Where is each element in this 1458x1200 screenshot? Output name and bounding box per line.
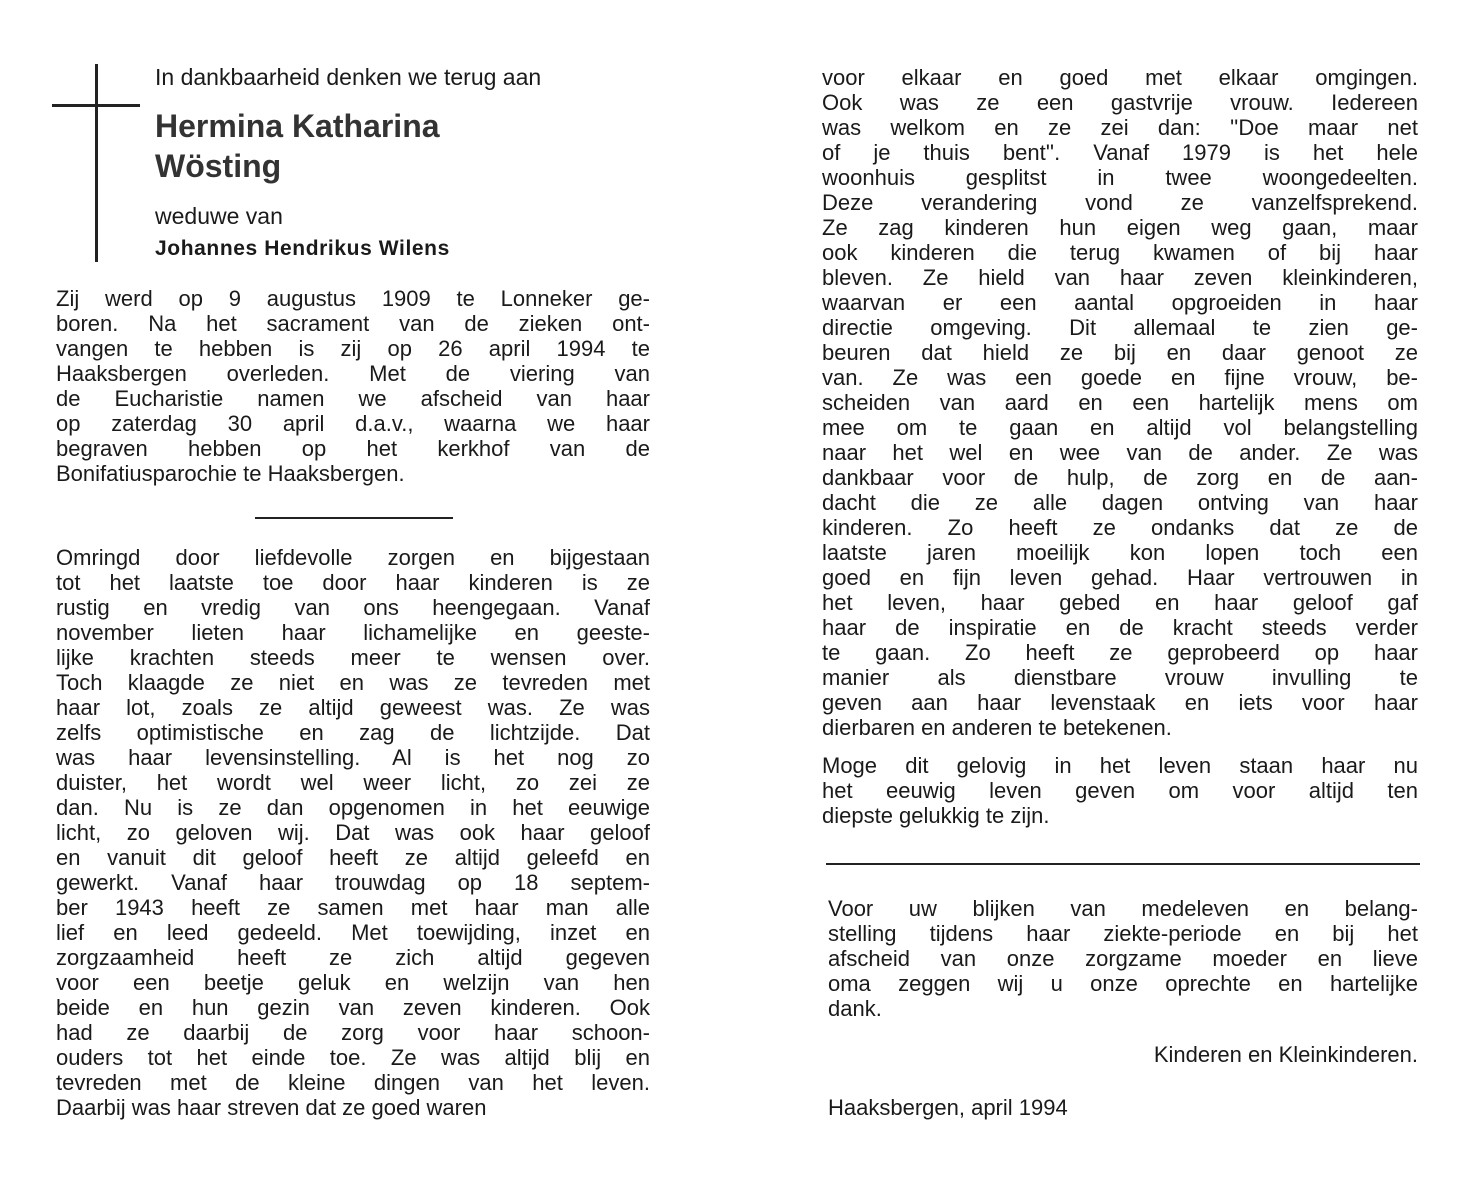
text-line: Deze verandering vond ze vanzelfsprekend. bbox=[822, 190, 1418, 215]
text-line: dankbaar voor de hulp, de zorg en de aan- bbox=[822, 465, 1418, 490]
text-line: goed en fijn leven gehad. Haar vertrouwen in bbox=[822, 565, 1418, 590]
text-line: Omringd door liefdevolle zorgen en bijgestaan bbox=[56, 545, 650, 570]
text-line: tevreden met de kleine dingen van het leven. bbox=[56, 1070, 650, 1095]
text-line: directie omgeving. Dit allemaal te zien ge- bbox=[822, 315, 1418, 340]
name-line-2: Wösting bbox=[155, 148, 282, 184]
text-line: lijke krachten steeds meer te wensen over. bbox=[56, 645, 650, 670]
text-line: stelling tijdens haar ziekte-periode en bij het bbox=[828, 921, 1418, 946]
text-line: of je thuis bent''. Vanaf 1979 is het hele bbox=[822, 140, 1418, 165]
text-line: was welkom en ze zei dan: ''Doe maar net bbox=[822, 115, 1418, 140]
divider bbox=[826, 863, 1420, 865]
text-line: op zaterdag 30 april d.a.v., waarna we haar bbox=[56, 411, 650, 436]
text-line: kinderen. Zo heeft ze ondanks dat ze de bbox=[822, 515, 1418, 540]
text-line: Voor uw blijken van medeleven en belang- bbox=[828, 896, 1418, 921]
text-line: het leven, haar gebed en haar geloof gaf bbox=[822, 590, 1418, 615]
text-line: haar lot, zoals ze altijd geweest was. Ze was bbox=[56, 695, 650, 720]
right-paragraph-1 bbox=[822, 65, 1418, 740]
text-line: waarvan er een aantal opgroeiden in haar bbox=[822, 290, 1418, 315]
text-line: Daarbij was haar streven dat ze goed waren bbox=[56, 1095, 487, 1120]
text-line: lief en leed gedeeld. Met toewijding, inzet en bbox=[56, 920, 650, 945]
right-paragraph-2 bbox=[822, 753, 1418, 828]
text-line: boren. Na het sacrament van de zieken ont- bbox=[56, 311, 650, 336]
text-line: ber 1943 heeft ze samen met haar man alle bbox=[56, 895, 650, 920]
text-line: gewerkt. Vanaf haar trouwdag op 18 septem- bbox=[56, 870, 650, 895]
text-line: Ze zag kinderen hun eigen weg gaan, maar bbox=[822, 215, 1418, 240]
text-line: Toch klaagde ze niet en was ze tevreden met bbox=[56, 670, 650, 695]
text-line: Haaksbergen overleden. Met de viering van bbox=[56, 361, 650, 386]
text-line: zelfs optimistische en zag de lichtzijde. Dat bbox=[56, 720, 650, 745]
text-line: de Eucharistie namen we afscheid van haar bbox=[56, 386, 650, 411]
cross-icon bbox=[52, 64, 142, 264]
text-line: beuren dat hield ze bij en daar genoot ze bbox=[822, 340, 1418, 365]
signature: Kinderen en Kleinkinderen. bbox=[1153, 1042, 1418, 1067]
text-line: mee om te gaan en altijd vol belangstelling bbox=[822, 415, 1418, 440]
text-line: Bonifatiusparochie te Haaksbergen. bbox=[56, 461, 405, 486]
text-line: Moge dit gelovig in het leven staan haar nu bbox=[822, 753, 1418, 778]
text-line: licht, zo geloven wij. Dat was ook haar geloof bbox=[56, 820, 650, 845]
text-line: ouders tot het einde toe. Ze was altijd blij en bbox=[56, 1045, 650, 1070]
text-line: begraven hebben op het kerkhof van de bbox=[56, 436, 650, 461]
intro-text: In dankbaarheid denken we terug aan bbox=[155, 64, 542, 90]
text-line: scheiden van aard en een hartelijk mens om bbox=[822, 390, 1418, 415]
text-line: afscheid van onze zorgzame moeder en lieve bbox=[828, 946, 1418, 971]
right-paragraph-3 bbox=[828, 896, 1418, 1021]
widow-of-label: weduwe van bbox=[155, 203, 283, 229]
text-line: tot het laatste toe door haar kinderen is ze bbox=[56, 570, 650, 595]
text-line: van. Ze was een goede en fijne vrouw, be- bbox=[822, 365, 1418, 390]
text-line: en vanuit dit geloof heeft ze altijd geleefd en bbox=[56, 845, 650, 870]
text-line: voor elkaar en goed met elkaar omgingen. bbox=[822, 65, 1418, 90]
text-line: november lieten haar lichamelijke en geeste- bbox=[56, 620, 650, 645]
text-line: dacht die ze alle dagen ontving van haar bbox=[822, 490, 1418, 515]
text-line: bleven. Ze hield van haar zeven kleinkinderen, bbox=[822, 265, 1418, 290]
text-line: Ook was ze een gastvrije vrouw. Iedereen bbox=[822, 90, 1418, 115]
text-line: laatste jaren moeilijk kon lopen toch een bbox=[822, 540, 1418, 565]
deceased-name bbox=[155, 106, 440, 186]
text-line: was haar levensinstelling. Al is het nog zo bbox=[56, 745, 650, 770]
text-line: haar de inspiratie en de kracht steeds verder bbox=[822, 615, 1418, 640]
divider bbox=[255, 517, 453, 519]
spouse-name: Johannes Hendrikus Wilens bbox=[155, 237, 450, 260]
left-paragraph-1 bbox=[56, 286, 650, 486]
text-line: manier als dienstbare vrouw invulling te bbox=[822, 665, 1418, 690]
text-line: duister, het wordt wel weer licht, zo zei ze bbox=[56, 770, 650, 795]
text-line: naar het wel en wee van de ander. Ze was bbox=[822, 440, 1418, 465]
text-line: woonhuis gesplitst in twee woongedeelten. bbox=[822, 165, 1418, 190]
text-line: had ze daarbij de zorg voor haar schoon- bbox=[56, 1020, 650, 1045]
place-date: Haaksbergen, april 1994 bbox=[828, 1095, 1068, 1120]
text-line: voor een beetje geluk en welzijn van hen bbox=[56, 970, 650, 995]
text-line: geven aan haar levenstaak en iets voor haar bbox=[822, 690, 1418, 715]
text-line: vangen te hebben is zij op 26 april 1994 te bbox=[56, 336, 650, 361]
left-paragraph-2 bbox=[56, 545, 650, 1120]
text-line: dan. Nu is ze dan opgenomen in het eeuwige bbox=[56, 795, 650, 820]
text-line: beide en hun gezin van zeven kinderen. Ook bbox=[56, 995, 650, 1020]
name-line-1: Hermina Katharina bbox=[155, 108, 440, 144]
text-line: zorgzaamheid heeft ze zich altijd gegeven bbox=[56, 945, 650, 970]
text-line: ook kinderen die terug kwamen of bij haar bbox=[822, 240, 1418, 265]
text-line: diepste gelukkig te zijn. bbox=[822, 803, 1050, 828]
text-line: het eeuwig leven geven om voor altijd ten bbox=[822, 778, 1418, 803]
text-line: dierbaren en anderen te betekenen. bbox=[822, 715, 1172, 740]
text-line: rustig en vredig van ons heengegaan. Vanaf bbox=[56, 595, 650, 620]
text-line: oma zeggen wij u onze oprechte en hartelijke bbox=[828, 971, 1418, 996]
text-line: te gaan. Zo heeft ze geprobeerd op haar bbox=[822, 640, 1418, 665]
text-line: Zij werd op 9 augustus 1909 te Lonneker ge- bbox=[56, 286, 650, 311]
text-line: dank. bbox=[828, 996, 882, 1021]
